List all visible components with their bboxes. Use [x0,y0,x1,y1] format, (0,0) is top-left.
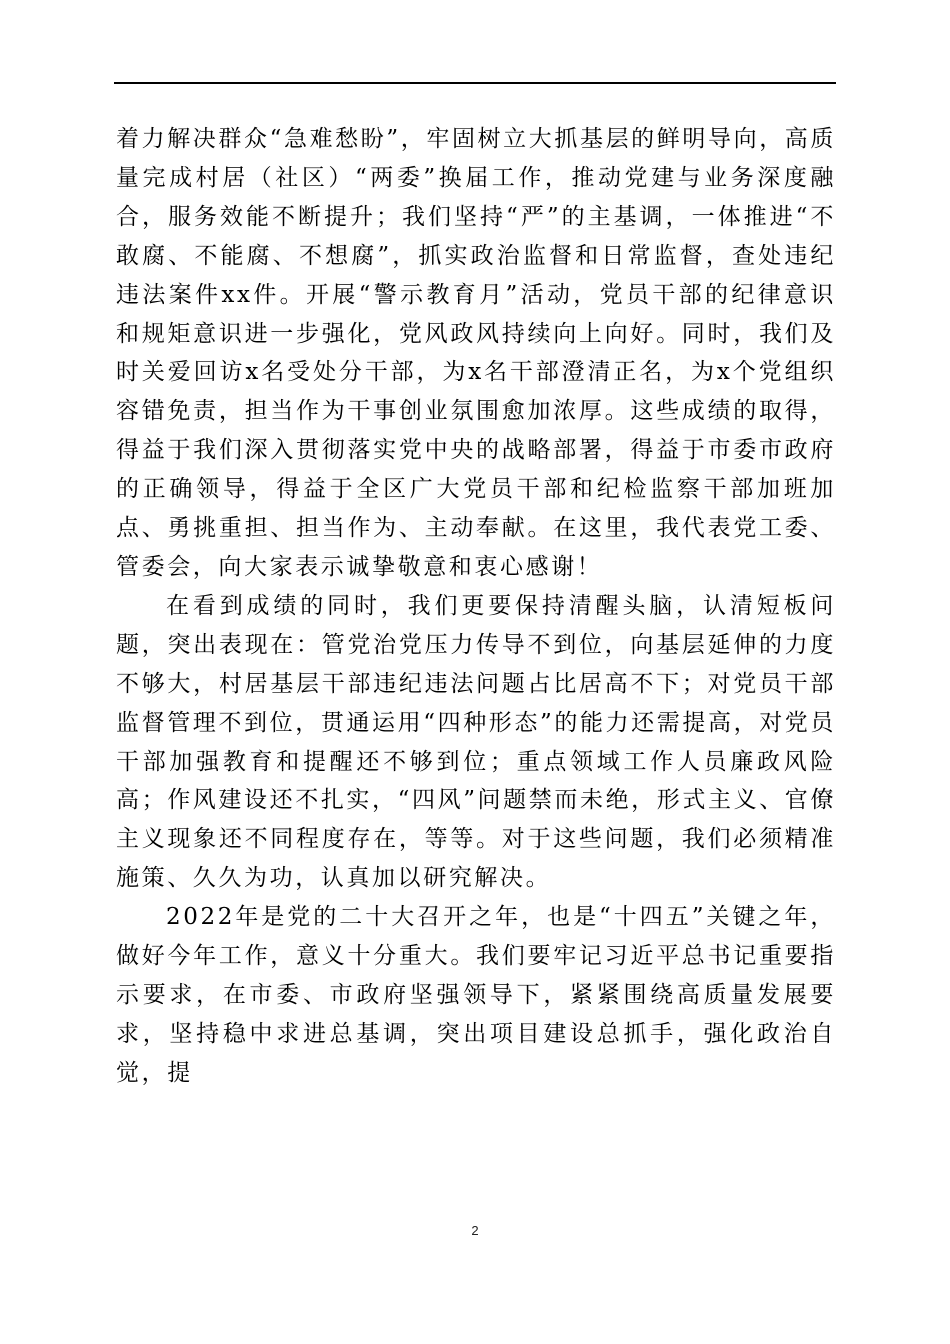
paragraph-2: 在看到成绩的同时，我们更要保持清醒头脑，认清短板问题，突出表现在：管党治党压力传导不到位，向基层延伸的力度不够大，村居基层干部违纪违法问题占比居高不下；对党员干部监督管理不到位，贯通运用“四种形态”的能力还需提高，对党员干部加强教育和提醒还不够到位；重点领域工作人员廉政风险高；作风建设还不扎实，“四风”问题禁而未绝，形式主义、官僚主义现象还不同程度存在，等等。对于这些问题，我们必须精准施策、久久为功，认真加以研究解决。 [116,592,836,892]
page-number: 2 [471,1223,479,1238]
paragraph-1: 着力解决群众“急难愁盼”，牢固树立大抓基层的鲜明导向，高质量完成村居（社区）“两委”换届工作，推动党建与业务深度融合，服务效能不断提升；我们坚持“严”的主基调，一体推进“不敢腐、不能腐、不想腐”，抓实政治监督和日常监督，查处违纪违法案件xx件。开展“警示教育月”活动，党员干部的纪律意识和规矩意识进一步强化，党风政风持续向上向好。同时，我们及时关爱回访x名受处分干部，为x名干部澄清正名，为x个党组织容错免责，担当作为干事创业氛围愈加浓厚。这些成绩的取得，得益于我们深入贯彻落实党中央的战略部署，得益于市委市政府的正确领导，得益于全区广大党员干部和纪检监察干部加班加点、勇挑重担、担当作为、主动奉献。在这里，我代表党工委、管委会，向大家表示诚挚敬意和衷心感谢！ [116,126,836,580]
header-rule [114,82,836,84]
paragraph-3: 2022年是党的二十大召开之年，也是“十四五”关键之年，做好今年工作，意义十分重大。我们要牢记习近平总书记重要指示要求，在市委、市政府坚强领导下，紧紧围绕高质量发展要求，坚持稳中求进总基调，突出项目建设总抓手，强化政治自觉，提 [116,904,836,1086]
document-body [116,120,836,1093]
